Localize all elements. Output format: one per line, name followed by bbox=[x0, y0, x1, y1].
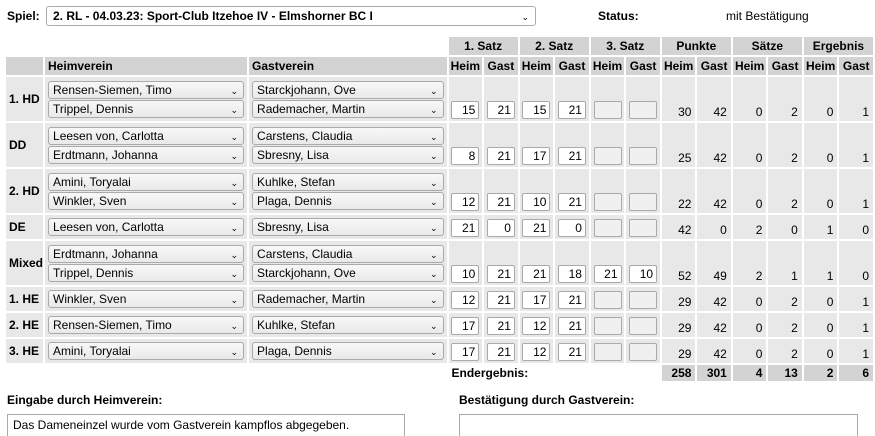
endergebnis-saetze-heim: 4 bbox=[733, 365, 767, 381]
score-cell bbox=[484, 241, 518, 285]
gast-player-select[interactable] bbox=[252, 316, 443, 334]
gast-player-select[interactable] bbox=[252, 245, 443, 263]
heimverein-players bbox=[45, 215, 247, 239]
player-name: Amini, Toryalai bbox=[53, 344, 131, 358]
gastverein-players bbox=[249, 287, 446, 311]
punkte-gast-value: 42 bbox=[697, 123, 730, 167]
header-gast: Gast bbox=[555, 57, 589, 75]
gast-score-s2-input[interactable]: 0 bbox=[558, 219, 586, 237]
heim-score-s3-input[interactable]: 21 bbox=[594, 265, 622, 283]
score-cell bbox=[555, 241, 589, 285]
score-cell bbox=[449, 313, 483, 337]
heim-score-s1-input[interactable]: 10 bbox=[451, 265, 479, 283]
heim-score-s1-input[interactable]: 12 bbox=[451, 291, 479, 309]
gast-score-s1-input[interactable]: 0 bbox=[487, 219, 515, 237]
player-name: Erdtmann, Johanna bbox=[53, 147, 158, 162]
punkte-heim-value: 30 bbox=[662, 77, 696, 121]
chevron-down-icon: ⌄ bbox=[230, 150, 239, 161]
match-select-value: 2. RL - 04.03.23: Sport-Club Itzehoe IV - Elmshorner BC I bbox=[53, 9, 373, 23]
header-satz2: 2. Satz bbox=[520, 37, 589, 55]
gast-player-select[interactable] bbox=[252, 342, 443, 360]
discipline-label: 1. HD bbox=[6, 77, 43, 121]
score-cell bbox=[484, 287, 518, 311]
score-cell bbox=[626, 77, 660, 121]
score-cell bbox=[591, 313, 625, 337]
header-gast: Gast bbox=[626, 57, 660, 75]
score-cell bbox=[591, 339, 625, 363]
gast-score-s3-input[interactable] bbox=[629, 101, 657, 119]
player-name: Sbresny, Lisa bbox=[257, 220, 329, 234]
endergebnis-label: Endergebnis: bbox=[451, 366, 529, 380]
score-cell bbox=[591, 169, 625, 213]
ergebnis-gast-value: 1 bbox=[839, 313, 873, 337]
score-cell bbox=[591, 287, 625, 311]
chevron-down-icon: ⌄ bbox=[429, 85, 438, 96]
score-cell bbox=[591, 215, 625, 239]
player-name: Starckjohann, Ove bbox=[257, 82, 356, 97]
player-name: Rademacher, Martin bbox=[257, 292, 366, 306]
gast-score-s3-input[interactable] bbox=[629, 343, 657, 361]
gastverein-players bbox=[249, 215, 446, 239]
discipline-label: Mixed bbox=[6, 241, 43, 285]
score-cell bbox=[591, 123, 625, 167]
gast-score-s2-input[interactable]: 21 bbox=[558, 291, 586, 309]
chevron-down-icon: ⌄ bbox=[230, 295, 239, 305]
heim-player-select[interactable] bbox=[48, 100, 244, 118]
endergebnis-row bbox=[6, 365, 873, 381]
score-cell bbox=[449, 169, 483, 213]
header-punkte: Punkte bbox=[662, 37, 731, 55]
saetze-gast-value: 0 bbox=[768, 215, 801, 239]
ergebnis-heim-value: 1 bbox=[804, 241, 838, 285]
heim-score-s2-input[interactable]: 12 bbox=[522, 317, 550, 335]
heim-score-s3-input[interactable] bbox=[594, 193, 622, 211]
score-cell bbox=[626, 123, 660, 167]
score-cell bbox=[555, 77, 589, 121]
heim-score-s3-input[interactable] bbox=[594, 317, 622, 335]
score-cell bbox=[626, 241, 660, 285]
header-gast: Gast bbox=[697, 57, 730, 75]
chevron-down-icon: ⌄ bbox=[429, 104, 438, 115]
gast-player-select[interactable] bbox=[252, 127, 443, 145]
heimverein-players bbox=[45, 287, 247, 311]
score-cell bbox=[449, 123, 483, 167]
gast-score-s2-input[interactable]: 21 bbox=[558, 101, 586, 119]
ergebnis-heim-value: 0 bbox=[804, 287, 838, 311]
player-name: Winkler, Sven bbox=[53, 193, 127, 208]
chevron-down-icon: ⌄ bbox=[429, 131, 438, 142]
discipline-label: 3. HE bbox=[6, 339, 43, 363]
chevron-down-icon: ⌄ bbox=[230, 177, 239, 188]
heim-score-s3-input[interactable] bbox=[594, 101, 622, 119]
status-value: mit Bestätigung bbox=[726, 9, 809, 23]
score-cell bbox=[555, 123, 589, 167]
player-name: Winkler, Sven bbox=[53, 292, 127, 306]
heim-player-select[interactable] bbox=[48, 127, 244, 145]
score-cell bbox=[591, 77, 625, 121]
gast-player-select[interactable] bbox=[252, 264, 443, 282]
bestaetigung-label: Bestätigung durch Gastverein: bbox=[459, 393, 635, 407]
saetze-heim-value: 2 bbox=[733, 241, 767, 285]
heim-score-s2-input[interactable]: 17 bbox=[522, 147, 550, 165]
gastverein-players bbox=[249, 241, 446, 285]
punkte-heim-value: 52 bbox=[662, 241, 696, 285]
score-cell bbox=[520, 313, 554, 337]
score-cell bbox=[626, 339, 660, 363]
heim-score-s1-input[interactable]: 8 bbox=[451, 147, 479, 165]
table-row bbox=[6, 215, 873, 239]
chevron-down-icon: ⌄ bbox=[429, 268, 438, 279]
heim-score-s2-input[interactable]: 21 bbox=[522, 265, 550, 283]
gast-score-s1-input[interactable]: 21 bbox=[487, 265, 515, 283]
table-row bbox=[6, 313, 873, 337]
gast-player-select[interactable] bbox=[252, 100, 443, 118]
score-cell bbox=[555, 169, 589, 213]
ergebnis-heim-value: 0 bbox=[804, 169, 838, 213]
header-gast: Gast bbox=[768, 57, 801, 75]
punkte-gast-value: 42 bbox=[697, 287, 730, 311]
heim-score-s2-input[interactable]: 10 bbox=[522, 193, 550, 211]
saetze-gast-value: 1 bbox=[768, 241, 801, 285]
punkte-heim-value: 29 bbox=[662, 313, 696, 337]
saetze-heim-value: 0 bbox=[733, 313, 767, 337]
ergebnis-gast-value: 1 bbox=[839, 169, 873, 213]
match-select[interactable] bbox=[46, 6, 536, 26]
punkte-gast-value: 49 bbox=[697, 241, 730, 285]
table-row bbox=[6, 339, 873, 363]
ergebnis-heim-value: 1 bbox=[804, 215, 838, 239]
eingabe-label: Eingabe durch Heimverein: bbox=[7, 393, 163, 407]
chevron-down-icon: ⌄ bbox=[230, 249, 239, 260]
heim-score-s3-input[interactable] bbox=[594, 291, 622, 309]
chevron-down-icon: ⌄ bbox=[429, 177, 438, 188]
gast-score-s1-input[interactable]: 21 bbox=[487, 317, 515, 335]
chevron-down-icon: ⌄ bbox=[230, 321, 239, 331]
player-name: Trippel, Dennis bbox=[53, 101, 134, 116]
gast-score-s3-input[interactable] bbox=[629, 317, 657, 335]
score-cell bbox=[555, 215, 589, 239]
header-heim: Heim bbox=[733, 57, 767, 75]
header-heim: Heim bbox=[449, 57, 483, 75]
score-cell bbox=[626, 169, 660, 213]
saetze-gast-value: 2 bbox=[768, 77, 801, 121]
score-cell bbox=[449, 215, 483, 239]
punkte-heim-value: 25 bbox=[662, 123, 696, 167]
gastverein-players bbox=[249, 123, 446, 167]
punkte-gast-value: 42 bbox=[697, 169, 730, 213]
saetze-gast-value: 2 bbox=[768, 287, 801, 311]
gast-player-select[interactable] bbox=[252, 290, 443, 308]
header-heim: Heim bbox=[591, 57, 625, 75]
heim-player-select[interactable] bbox=[48, 81, 244, 99]
score-cell bbox=[626, 313, 660, 337]
score-cell bbox=[520, 169, 554, 213]
heim-player-select[interactable] bbox=[48, 290, 244, 308]
saetze-gast-value: 2 bbox=[768, 339, 801, 363]
ergebnis-heim-value: 0 bbox=[804, 313, 838, 337]
score-cell bbox=[555, 287, 589, 311]
heim-player-select[interactable] bbox=[48, 342, 244, 360]
punkte-gast-value: 42 bbox=[697, 313, 730, 337]
score-cell bbox=[520, 123, 554, 167]
saetze-heim-value: 0 bbox=[733, 169, 767, 213]
header-heim: Heim bbox=[662, 57, 696, 75]
ergebnis-gast-value: 0 bbox=[839, 241, 873, 285]
heim-player-select[interactable] bbox=[48, 245, 244, 263]
chevron-down-icon: ⌄ bbox=[230, 268, 239, 279]
ergebnis-gast-value: 1 bbox=[839, 287, 873, 311]
endergebnis-saetze-gast: 13 bbox=[768, 365, 801, 381]
gast-score-s3-input[interactable] bbox=[629, 219, 657, 237]
discipline-label: DE bbox=[6, 215, 43, 239]
chevron-down-icon: ⌄ bbox=[230, 196, 239, 207]
discipline-label: 1. HE bbox=[6, 287, 43, 311]
player-name: Plaga, Dennis bbox=[257, 193, 332, 208]
player-name: Leesen von, Carlotta bbox=[53, 128, 164, 143]
gast-player-select[interactable] bbox=[252, 146, 443, 164]
score-cell bbox=[626, 287, 660, 311]
punkte-heim-value: 29 bbox=[662, 339, 696, 363]
saetze-heim-value: 2 bbox=[733, 215, 767, 239]
heim-score-s3-input[interactable] bbox=[594, 219, 622, 237]
chevron-down-icon: ⌄ bbox=[429, 295, 438, 305]
score-cell bbox=[555, 339, 589, 363]
heimverein-players bbox=[45, 313, 247, 337]
header-heimverein: Heimverein bbox=[45, 57, 247, 75]
heim-player-select[interactable] bbox=[48, 218, 244, 236]
score-cell bbox=[449, 339, 483, 363]
gastverein-players bbox=[249, 313, 446, 337]
endergebnis-punkte-gast: 301 bbox=[697, 365, 730, 381]
heim-player-select[interactable] bbox=[48, 264, 244, 282]
score-cell bbox=[484, 169, 518, 213]
player-name: Carstens, Claudia bbox=[257, 128, 353, 143]
saetze-heim-value: 0 bbox=[733, 287, 767, 311]
chevron-down-icon: ⌄ bbox=[429, 223, 438, 233]
endergebnis-ergebnis-gast: 6 bbox=[839, 365, 873, 381]
header-ergebnis: Ergebnis bbox=[804, 37, 873, 55]
punkte-gast-value: 42 bbox=[697, 339, 730, 363]
discipline-label: 2. HE bbox=[6, 313, 43, 337]
status-label: Status: bbox=[598, 9, 639, 23]
heim-score-s1-input[interactable]: 17 bbox=[451, 343, 479, 361]
heim-player-select[interactable] bbox=[48, 173, 244, 191]
score-cell bbox=[484, 313, 518, 337]
player-name: Leesen von, Carlotta bbox=[53, 220, 164, 234]
player-name: Rensen-Siemen, Timo bbox=[53, 82, 172, 97]
gastverein-players bbox=[249, 169, 446, 213]
chevron-down-icon: ⌄ bbox=[230, 223, 239, 233]
gast-score-s3-input[interactable] bbox=[629, 193, 657, 211]
ergebnis-heim-value: 0 bbox=[804, 123, 838, 167]
ergebnis-gast-value: 0 bbox=[839, 215, 873, 239]
heim-score-s3-input[interactable] bbox=[594, 147, 622, 165]
score-cell bbox=[449, 241, 483, 285]
table-row bbox=[6, 123, 873, 167]
heim-player-select[interactable] bbox=[48, 192, 244, 210]
player-name: Carstens, Claudia bbox=[257, 246, 353, 261]
heimverein-players bbox=[45, 123, 247, 167]
score-cell bbox=[520, 287, 554, 311]
player-name: Kuhlke, Stefan bbox=[257, 174, 336, 189]
gast-score-s1-input[interactable]: 21 bbox=[487, 101, 515, 119]
chevron-down-icon: ⌄ bbox=[521, 12, 529, 22]
score-cell bbox=[520, 241, 554, 285]
gast-score-s1-input[interactable]: 21 bbox=[487, 193, 515, 211]
heim-score-s2-input[interactable]: 12 bbox=[522, 343, 550, 361]
header-satz3: 3. Satz bbox=[591, 37, 660, 55]
discipline-label: DD bbox=[6, 123, 43, 167]
ergebnis-gast-value: 1 bbox=[839, 339, 873, 363]
saetze-heim-value: 0 bbox=[733, 77, 767, 121]
player-name: Sbresny, Lisa bbox=[257, 147, 329, 162]
endergebnis-punkte-heim: 258 bbox=[662, 365, 696, 381]
gastverein-players bbox=[249, 339, 446, 363]
player-name: Trippel, Dennis bbox=[53, 265, 134, 280]
table-row bbox=[6, 77, 873, 121]
gast-score-s1-input[interactable]: 21 bbox=[487, 291, 515, 309]
saetze-gast-value: 2 bbox=[768, 123, 801, 167]
header-heim: Heim bbox=[520, 57, 554, 75]
punkte-heim-value: 42 bbox=[662, 215, 696, 239]
punkte-gast-value: 42 bbox=[697, 77, 730, 121]
score-cell bbox=[555, 313, 589, 337]
chevron-down-icon: ⌄ bbox=[230, 104, 239, 115]
chevron-down-icon: ⌄ bbox=[230, 347, 239, 357]
saetze-heim-value: 0 bbox=[733, 339, 767, 363]
score-cell bbox=[520, 215, 554, 239]
player-name: Rensen-Siemen, Timo bbox=[53, 318, 172, 332]
score-cell bbox=[626, 215, 660, 239]
heim-score-s1-input[interactable]: 21 bbox=[451, 219, 479, 237]
heim-score-s2-input[interactable]: 17 bbox=[522, 291, 550, 309]
chevron-down-icon: ⌄ bbox=[429, 196, 438, 207]
gast-score-s3-input[interactable] bbox=[629, 147, 657, 165]
gast-score-s3-input[interactable] bbox=[629, 291, 657, 309]
score-cell bbox=[591, 241, 625, 285]
chevron-down-icon: ⌄ bbox=[230, 85, 239, 96]
ergebnis-heim-value: 0 bbox=[804, 77, 838, 121]
score-cell bbox=[520, 77, 554, 121]
heim-player-select[interactable] bbox=[48, 316, 244, 334]
player-name: Erdtmann, Johanna bbox=[53, 246, 158, 261]
results-table bbox=[4, 35, 875, 383]
bestaetigung-textarea[interactable] bbox=[459, 414, 858, 436]
ergebnis-gast-value: 1 bbox=[839, 77, 873, 121]
score-cell bbox=[484, 123, 518, 167]
header-gastverein: Gastverein bbox=[249, 57, 446, 75]
table-row bbox=[6, 241, 873, 285]
saetze-gast-value: 2 bbox=[768, 313, 801, 337]
header-gast: Gast bbox=[484, 57, 518, 75]
player-name: Amini, Toryalai bbox=[53, 174, 131, 189]
punkte-heim-value: 29 bbox=[662, 287, 696, 311]
score-cell bbox=[449, 287, 483, 311]
gast-score-s2-input[interactable]: 21 bbox=[558, 147, 586, 165]
punkte-heim-value: 22 bbox=[662, 169, 696, 213]
punkte-gast-value: 0 bbox=[697, 215, 730, 239]
header-gast: Gast bbox=[839, 57, 873, 75]
eingabe-textarea[interactable]: Das Dameneinzel wurde vom Gastverein kampflos abgegeben. bbox=[7, 414, 405, 436]
heim-score-s1-input[interactable]: 17 bbox=[451, 317, 479, 335]
player-name: Plaga, Dennis bbox=[257, 344, 332, 358]
heim-score-s2-input[interactable]: 15 bbox=[522, 101, 550, 119]
chevron-down-icon: ⌄ bbox=[429, 321, 438, 331]
heim-score-s1-input[interactable]: 12 bbox=[451, 193, 479, 211]
heimverein-players bbox=[45, 77, 247, 121]
score-cell bbox=[484, 77, 518, 121]
discipline-label: 2. HD bbox=[6, 169, 43, 213]
table-row bbox=[6, 287, 873, 311]
match-header bbox=[0, 0, 875, 32]
gast-score-s1-input[interactable]: 21 bbox=[487, 343, 515, 361]
gastverein-players bbox=[249, 77, 446, 121]
header-heim: Heim bbox=[804, 57, 838, 75]
chevron-down-icon: ⌄ bbox=[230, 131, 239, 142]
gast-score-s3-input[interactable]: 10 bbox=[629, 265, 657, 283]
heim-score-s1-input[interactable]: 15 bbox=[451, 101, 479, 119]
player-name: Rademacher, Martin bbox=[257, 101, 366, 116]
heim-player-select[interactable] bbox=[48, 146, 244, 164]
saetze-gast-value: 2 bbox=[768, 169, 801, 213]
header-saetze: Sätze bbox=[733, 37, 802, 55]
header-satz1: 1. Satz bbox=[449, 37, 518, 55]
score-cell bbox=[484, 339, 518, 363]
gast-player-select[interactable] bbox=[252, 173, 443, 191]
table-row bbox=[6, 169, 873, 213]
spiel-label: Spiel: bbox=[7, 9, 40, 23]
gast-player-select[interactable] bbox=[252, 81, 443, 99]
heim-score-s2-input[interactable]: 21 bbox=[522, 219, 550, 237]
heimverein-players bbox=[45, 169, 247, 213]
heimverein-players bbox=[45, 339, 247, 363]
ergebnis-gast-value: 1 bbox=[839, 123, 873, 167]
gast-player-select[interactable] bbox=[252, 218, 443, 236]
chevron-down-icon: ⌄ bbox=[429, 150, 438, 161]
gast-score-s2-input[interactable]: 21 bbox=[558, 343, 586, 361]
heimverein-players bbox=[45, 241, 247, 285]
ergebnis-heim-value: 0 bbox=[804, 339, 838, 363]
gast-score-s2-input[interactable]: 21 bbox=[558, 193, 586, 211]
player-name: Starckjohann, Ove bbox=[257, 265, 356, 280]
chevron-down-icon: ⌄ bbox=[429, 347, 438, 357]
endergebnis-ergebnis-heim: 2 bbox=[804, 365, 838, 381]
chevron-down-icon: ⌄ bbox=[429, 249, 438, 260]
gast-score-s1-input[interactable]: 21 bbox=[487, 147, 515, 165]
score-cell bbox=[449, 77, 483, 121]
gast-score-s2-input[interactable]: 18 bbox=[558, 265, 586, 283]
heim-score-s3-input[interactable] bbox=[594, 343, 622, 361]
player-name: Kuhlke, Stefan bbox=[257, 318, 336, 332]
score-cell bbox=[520, 339, 554, 363]
score-cell bbox=[484, 215, 518, 239]
gast-score-s2-input[interactable]: 21 bbox=[558, 317, 586, 335]
gast-player-select[interactable] bbox=[252, 192, 443, 210]
saetze-heim-value: 0 bbox=[733, 123, 767, 167]
